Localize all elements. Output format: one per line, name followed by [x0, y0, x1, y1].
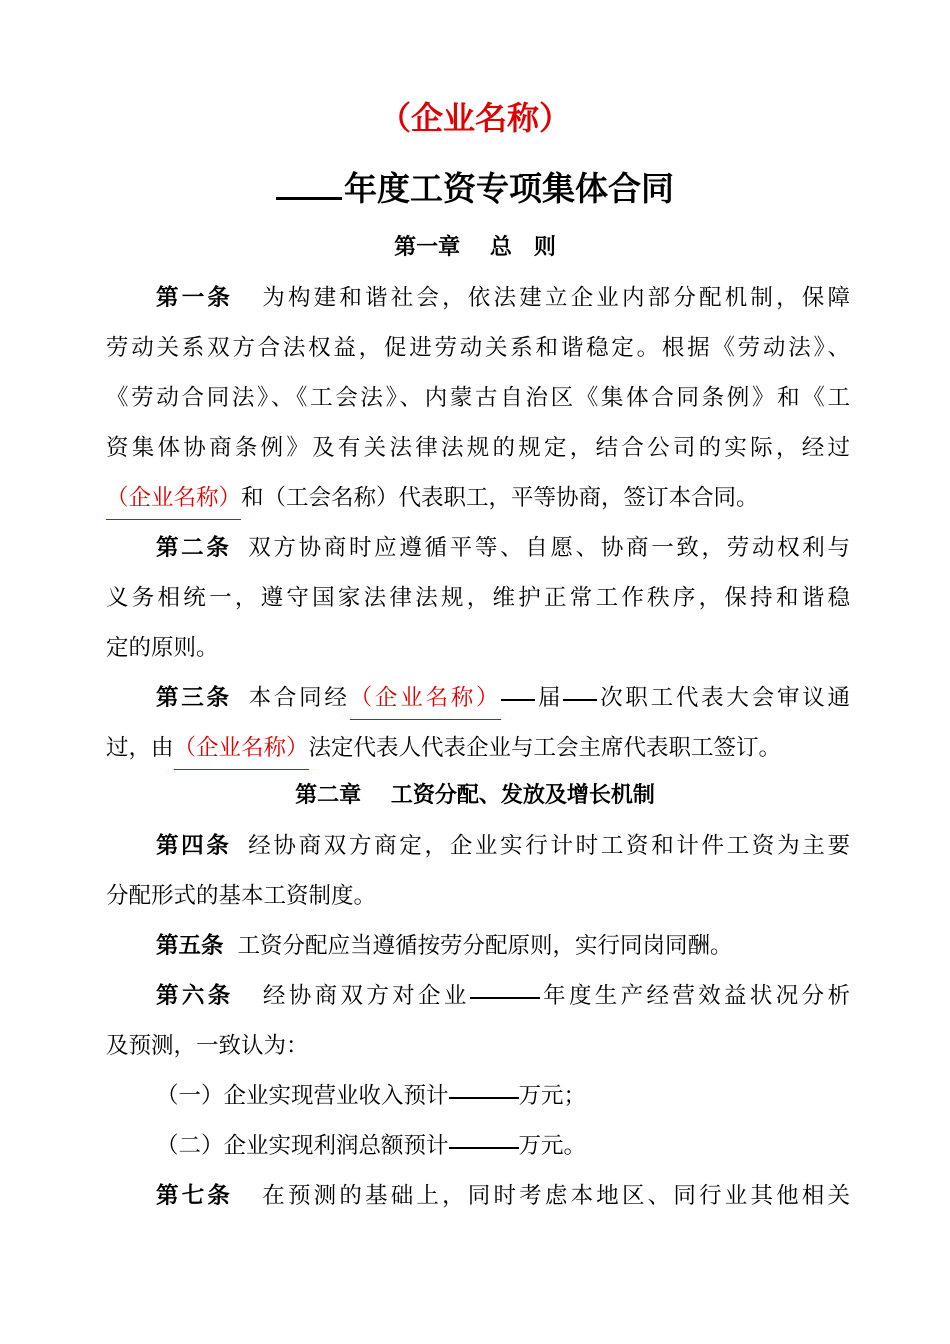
contract-title	[0, 166, 950, 212]
article-4-line-1: 第四条 经协商双方商定，企业实行计时工资和计件工资为主要	[156, 833, 850, 859]
company-name-placeholder: （企业名称）	[106, 485, 241, 520]
revenue-blank	[449, 1083, 519, 1099]
article-1-line-4: 资集体协商条例》及有关法律法规的规定，结合公司的实际，经过	[106, 435, 850, 461]
article-1-line-2: 劳动关系双方合法权益，促进劳动关系和谐稳定。根据《劳动法》、	[106, 335, 850, 361]
article-1-line-3: 《劳动合同法》、《工会法》、内蒙古自治区《集体合同条例》和《工	[106, 385, 850, 411]
session-blank	[501, 685, 535, 701]
company-name-title: （企业名称）	[378, 99, 571, 137]
article-1-number: 第一条	[156, 285, 234, 311]
profit-blank	[449, 1133, 519, 1149]
chapter-2-heading: 第二章 工资分配、发放及增长机制	[295, 783, 655, 808]
contract-title-text: 年度工资专项集体合同	[344, 169, 674, 208]
article-1-line-1: 第一条 为构建和谐社会，依法建立企业内部分配机制，保障	[156, 285, 850, 311]
article-6-item-1: （一）企业实现营业收入预计 万元；	[156, 1083, 587, 1109]
article-7-line-1: 第七条 在预测的基础上，同时考虑本地区、同行业其他相关	[156, 1183, 850, 1209]
article-6-item-2: （二）企业实现利润总额预计 万元。	[156, 1133, 587, 1159]
article-3-number: 第三条	[156, 685, 232, 711]
chapter-1-heading: 第一章 总 则	[394, 235, 556, 260]
article-6-line-2: 及预测，一致认为：	[106, 1033, 309, 1059]
company-name-placeholder: （企业名称）	[174, 735, 309, 770]
article-6-line-1: 第六条 经协商双方对企业 年度生产经营效益状况分析	[156, 983, 850, 1009]
article-4-line-2: 分配形式的基本工资制度。	[106, 883, 377, 909]
company-name-placeholder: （企业名称）	[350, 685, 502, 720]
article-3-line-1: 第三条 本合同经（企业名称） 届 次职工代表大会审议通	[156, 681, 850, 715]
count-blank	[563, 685, 597, 701]
article-3-line-2: 过，由（企业名称）法定代表人代表企业与工会主席代表职工签订。	[106, 731, 850, 765]
article-5-number: 第五条	[156, 933, 224, 959]
year-blank	[470, 983, 540, 999]
article-7-number: 第七条	[156, 1183, 234, 1209]
article-5-line-1: 第五条 工资分配应当遵循按劳分配原则，实行同岗同酬。	[156, 933, 733, 959]
article-2-number: 第二条	[156, 535, 232, 561]
article-2-line-1: 第二条 双方协商时应遵循平等、自愿、协商一致，劳动权利与	[156, 535, 850, 561]
article-1-line-5: （企业名称）和（工会名称）代表职工，平等协商，签订本合同。	[106, 481, 850, 515]
article-6-number: 第六条	[156, 983, 234, 1009]
article-2-line-2: 义务相统一，遵守国家法律法规，维护正常工作秩序，保持和谐稳	[106, 585, 850, 611]
year-blank	[276, 167, 342, 200]
article-4-number: 第四条	[156, 833, 232, 859]
article-2-line-3: 定的原则。	[106, 635, 219, 661]
